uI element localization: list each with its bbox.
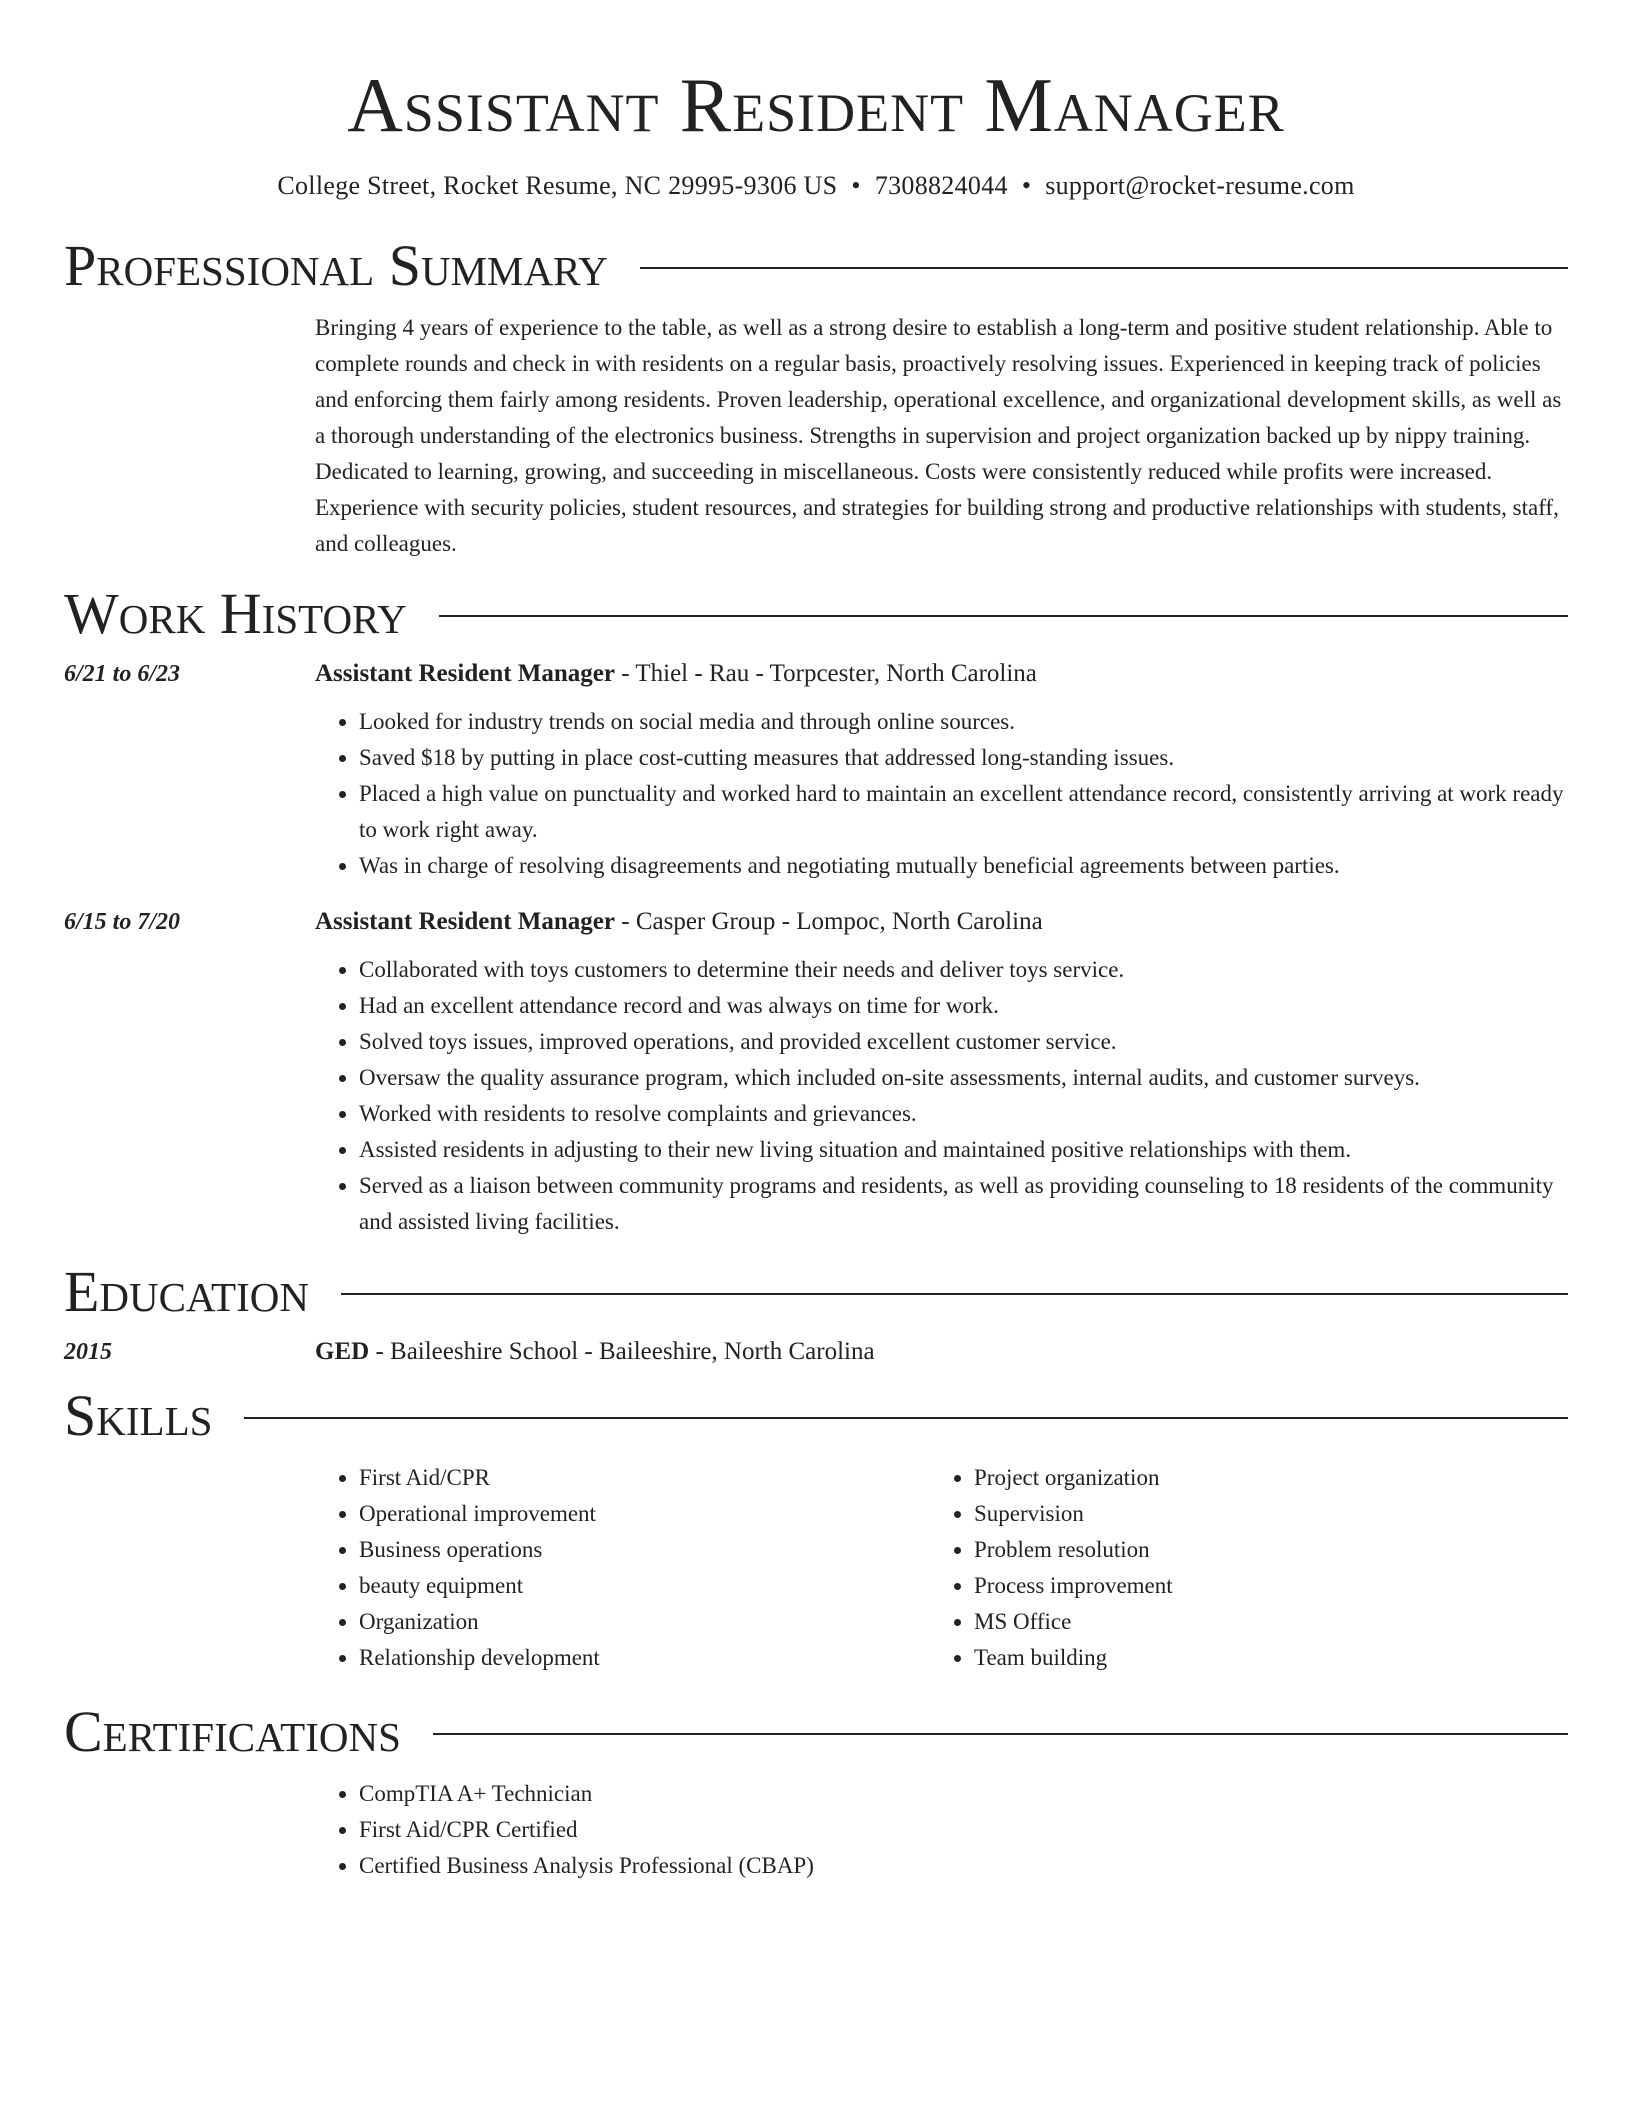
education-section-header: [64, 1260, 1568, 1324]
certification-item: • Certified Business Analysis Professional (CBAP): [359, 1848, 1568, 1884]
skills-column-left: [315, 1460, 930, 1676]
job-entry: [64, 904, 1568, 1240]
section-title: Education: [64, 1259, 309, 1324]
job-title-line: [315, 904, 1043, 940]
skills-section-header: [64, 1384, 1568, 1448]
contact-line: [64, 170, 1568, 202]
certification-item: • CompTIA A+ Technician: [359, 1776, 1568, 1812]
resume-page: [64, 0, 1568, 1884]
skill-item: • Operational improvement: [359, 1496, 930, 1532]
list-item: • Worked with residents to resolve complaints and grievances.: [359, 1096, 1568, 1132]
job-title-line: [315, 656, 1037, 692]
contact-phone: 7308824044: [874, 171, 1008, 200]
skill-item: • Project organization: [974, 1460, 1568, 1496]
skill-item: • Team building: [974, 1640, 1568, 1676]
job-dates: 6/21 to 6/23: [64, 661, 181, 687]
section-title: Skills: [64, 1383, 213, 1448]
skill-item: • Business operations: [359, 1532, 930, 1568]
section-divider: [244, 1417, 1568, 1419]
contact-separator: •: [1021, 171, 1032, 200]
job-company-location: - Casper Group - Lompoc, North Carolina: [615, 908, 1043, 935]
skills-column-right: [930, 1460, 1568, 1676]
job-bullets: [315, 704, 1568, 884]
education-line: [315, 1334, 875, 1370]
job-company-location: - Thiel - Rau - Torpcester, North Carolina: [615, 660, 1037, 687]
list-item: • Had an excellent attendance record and was always on time for work.: [359, 988, 1568, 1024]
list-item: • Served as a liaison between community programs and residents, as well as providing counseling to 18 residents of the community and assisted living facilities.: [359, 1168, 1568, 1240]
section-divider: [439, 615, 1568, 617]
contact-separator: •: [851, 171, 861, 200]
list-item: • Placed a high value on punctuality and worked hard to maintain an excellent attendance record, consistently arriving at work ready to work right away.: [359, 776, 1568, 848]
list-item: • Looked for industry trends on social media and through online sources.: [359, 704, 1568, 740]
certification-item: • First Aid/CPR Certified: [359, 1812, 1568, 1848]
job-title: Assistant Resident Manager: [315, 908, 615, 935]
skill-item: • Organization: [359, 1604, 930, 1640]
job-bullets: [315, 952, 1568, 1240]
list-item: • Assisted residents in adjusting to their new living situation and maintained positive relationships with them.: [359, 1132, 1568, 1168]
skill-item: • First Aid/CPR: [359, 1460, 930, 1496]
skill-item: • Problem resolution: [974, 1532, 1568, 1568]
education-school-location: - Baileeshire School - Baileeshire, North Carolina: [369, 1338, 875, 1365]
education-date: 2015: [64, 1339, 112, 1365]
list-item: • Collaborated with toys customers to determine their needs and deliver toys service.: [359, 952, 1568, 988]
list-item: • Saved $18 by putting in place cost-cutting measures that addressed long-standing issues.: [359, 740, 1568, 776]
list-item: • Oversaw the quality assurance program, which included on-site assessments, internal audits, and customer surveys.: [359, 1060, 1568, 1096]
skill-item: • Process improvement: [974, 1568, 1568, 1604]
certifications-section-header: [64, 1700, 1568, 1764]
skill-item: • beauty equipment: [359, 1568, 930, 1604]
certifications-list: [315, 1776, 1568, 1884]
education-degree: GED: [315, 1338, 370, 1365]
job-entry: [64, 656, 1568, 884]
section-title: Professional Summary: [64, 233, 608, 298]
section-title: Certifications: [64, 1699, 401, 1764]
resume-name: Assistant Resident Manager: [347, 62, 1285, 148]
skill-item: • MS Office: [974, 1604, 1568, 1640]
job-dates: 6/15 to 7/20: [64, 909, 181, 935]
contact-address: College Street, Rocket Resume, NC 29995-9306 US: [277, 171, 838, 200]
skill-item: • Supervision: [974, 1496, 1568, 1532]
section-divider: [341, 1293, 1568, 1295]
education-entry: [64, 1334, 1568, 1370]
summary-section-header: [64, 234, 1568, 298]
job-title: Assistant Resident Manager: [315, 660, 615, 687]
skill-item: • Relationship development: [359, 1640, 930, 1676]
contact-email: support@rocket-resume.com: [1045, 171, 1355, 200]
list-item: • Solved toys issues, improved operations, and provided excellent customer service.: [359, 1024, 1568, 1060]
section-divider: [640, 267, 1568, 269]
summary-text: Bringing 4 years of experience to the table, as well as a strong desire to establish a long-term and positive student relationship. Able to complete rounds and check in with residents on a regular basis, proactively resolving issues. Experienced in keeping track of policies and enforcing them fairly among residents. Proven leadership, operational excellence, and organizational development skills, as well as a thorough understanding of the electronics business. Strengths in supervision and project organization backed up by nippy training. Dedicated to learning, growing, and succeeding in miscellaneous. Costs were consistently reduced while profits were increased. Experience with security policies, student resources, and strategies for building strong and productive relationships with students, staff, and colleagues.: [315, 315, 1562, 556]
work-section-header: [64, 582, 1568, 646]
list-item: • Was in charge of resolving disagreements and negotiating mutually beneficial agreements between parties.: [359, 848, 1568, 884]
skills-list: [315, 1460, 1568, 1676]
section-title: Work History: [64, 581, 407, 646]
section-divider: [433, 1733, 1568, 1735]
